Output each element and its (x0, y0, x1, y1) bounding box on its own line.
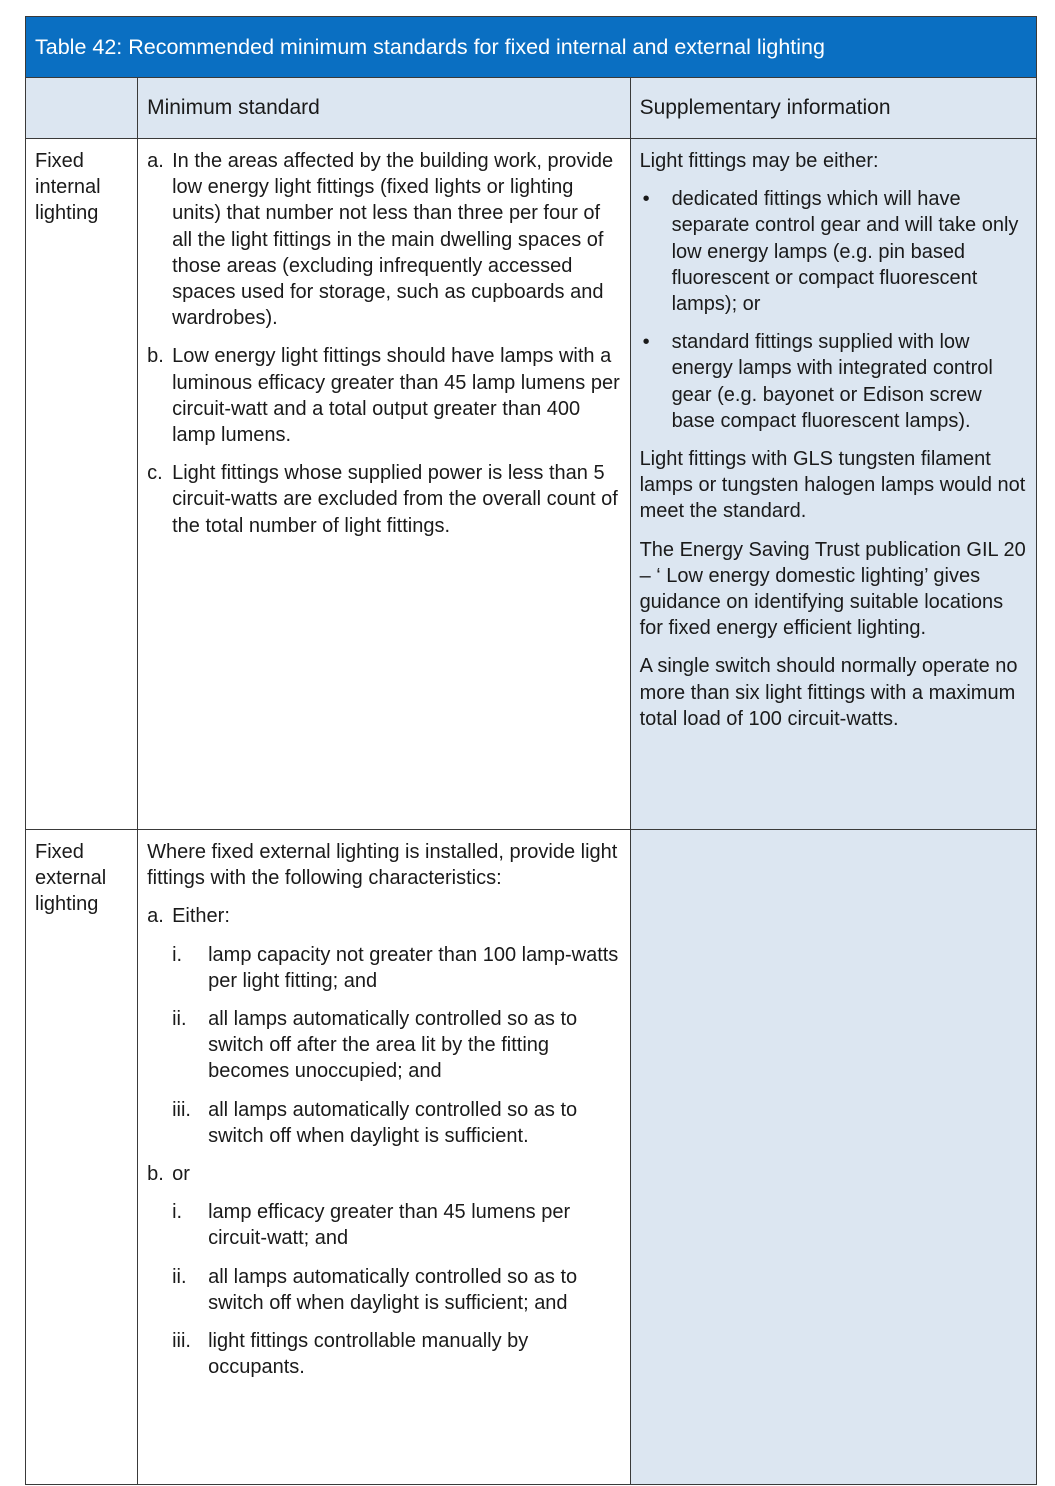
row-label-external: Fixed external lighting (26, 830, 138, 1485)
bullet-icon: • (642, 331, 650, 354)
sub-list-item (147, 1006, 623, 1085)
list-text: In the areas affected by the building work, provide low energy light fittings (fixed lights or lighting units) that number not less than three per four of all the light fittings in the main dwelling spaces of those areas (excluding infrequently accessed spaces used for storage, such as cupboards and wardrobes). (172, 150, 614, 330)
sub-list-marker: iii. (172, 1330, 191, 1353)
supplementary-paragraph: The Energy Saving Trust publication GIL 20 – ‘ Low energy domestic lighting’ gives guidance on identifying suitable locations for fixed energy efficient lighting. (639, 538, 1026, 640)
sub-list-text: all lamps automatically controlled so as to switch off when daylight is sufficient. (208, 1098, 578, 1147)
external-intro: Where fixed external lighting is installed, provide light fittings with the following characteristics: (147, 841, 618, 890)
sub-list-text: all lamps automatically controlled so as to switch off after the area lit by the fitting becomes unoccupied; and (208, 1008, 578, 1083)
list-marker: c. (147, 462, 163, 485)
bullet-icon: • (642, 188, 650, 211)
table-row-external (26, 830, 1037, 1485)
list-marker: a. (147, 150, 164, 172)
sub-list-item (147, 942, 623, 994)
list-marker: a. (147, 905, 164, 928)
list-item (147, 460, 623, 539)
list-item (147, 903, 623, 929)
sub-list-item (147, 1264, 623, 1316)
supplementary-paragraph: Light fittings with GLS tungsten filament lamps or tungsten halogen lamps would not meet the standard. (639, 448, 1026, 523)
list-item (147, 343, 623, 448)
external-supplementary-info (630, 830, 1036, 1485)
list-text: Light fittings whose supplied power is less than 5 circuit-watts are excluded from the overall count of the total number of light fittings. (172, 462, 618, 537)
internal-supplementary-info (630, 139, 1036, 830)
list-marker: b. (147, 1163, 164, 1186)
header-minimum-standard: Minimum standard (138, 78, 630, 139)
lighting-standards-table (25, 16, 1037, 1485)
internal-minimum-standard (138, 139, 630, 830)
bullet-text: dedicated fittings which will have separate control gear and will take only low energy lamps (e.g. pin based fluorescent or compact fluorescent lamps); or (671, 188, 1019, 316)
sub-list-item (147, 1199, 623, 1251)
external-minimum-standard (138, 830, 630, 1485)
list-text: or (172, 1163, 190, 1186)
bullet-text: standard fittings supplied with low energy lamps with integrated control gear (e.g. bayonet or Edison screw base compact fluorescent lamps). (671, 331, 993, 432)
sub-list-marker: iii. (172, 1098, 191, 1121)
sub-list-marker: ii. (172, 1008, 187, 1031)
row-label-internal: Fixed internal lighting (26, 139, 138, 830)
sub-list-item (147, 1097, 623, 1149)
sub-list-marker: ii. (172, 1265, 187, 1288)
sub-list-item (147, 1328, 623, 1380)
table-caption: Table 42: Recommended minimum standards for fixed internal and external lighting (26, 17, 1037, 78)
supplementary-paragraph: A single switch should normally operate no more than six light fittings with a maximum total load of 100 circuit-watts. (639, 655, 1018, 730)
sub-list-text: lamp efficacy greater than 45 lumens per circuit-watt; and (208, 1201, 571, 1250)
list-item (147, 148, 623, 331)
list-item (147, 1161, 623, 1187)
sub-list-marker: i. (172, 943, 183, 966)
supplementary-intro: Light fittings may be either: (639, 150, 879, 172)
list-text: Either: (172, 905, 230, 928)
sub-list-text: lamp capacity not greater than 100 lamp-watts per light fitting; and (208, 943, 619, 992)
table-header-row (26, 78, 1037, 139)
sub-list-text: light fittings controllable manually by occupants. (208, 1330, 529, 1379)
header-supplementary-information: Supplementary information (630, 78, 1036, 139)
sub-list-text: all lamps automatically controlled so as to switch off when daylight is sufficient; and (208, 1265, 578, 1314)
bullet-item (640, 329, 1030, 434)
bullet-item (640, 186, 1030, 317)
list-text: Low energy light fittings should have lamps with a luminous efficacy greater than 45 lamp lumens per circuit-watt and a total output greater than 400 lamp lumens. (172, 345, 620, 447)
sub-list-marker: i. (172, 1201, 183, 1224)
list-marker: b. (147, 345, 164, 368)
table-row-internal (26, 139, 1037, 830)
header-col1 (26, 78, 138, 139)
